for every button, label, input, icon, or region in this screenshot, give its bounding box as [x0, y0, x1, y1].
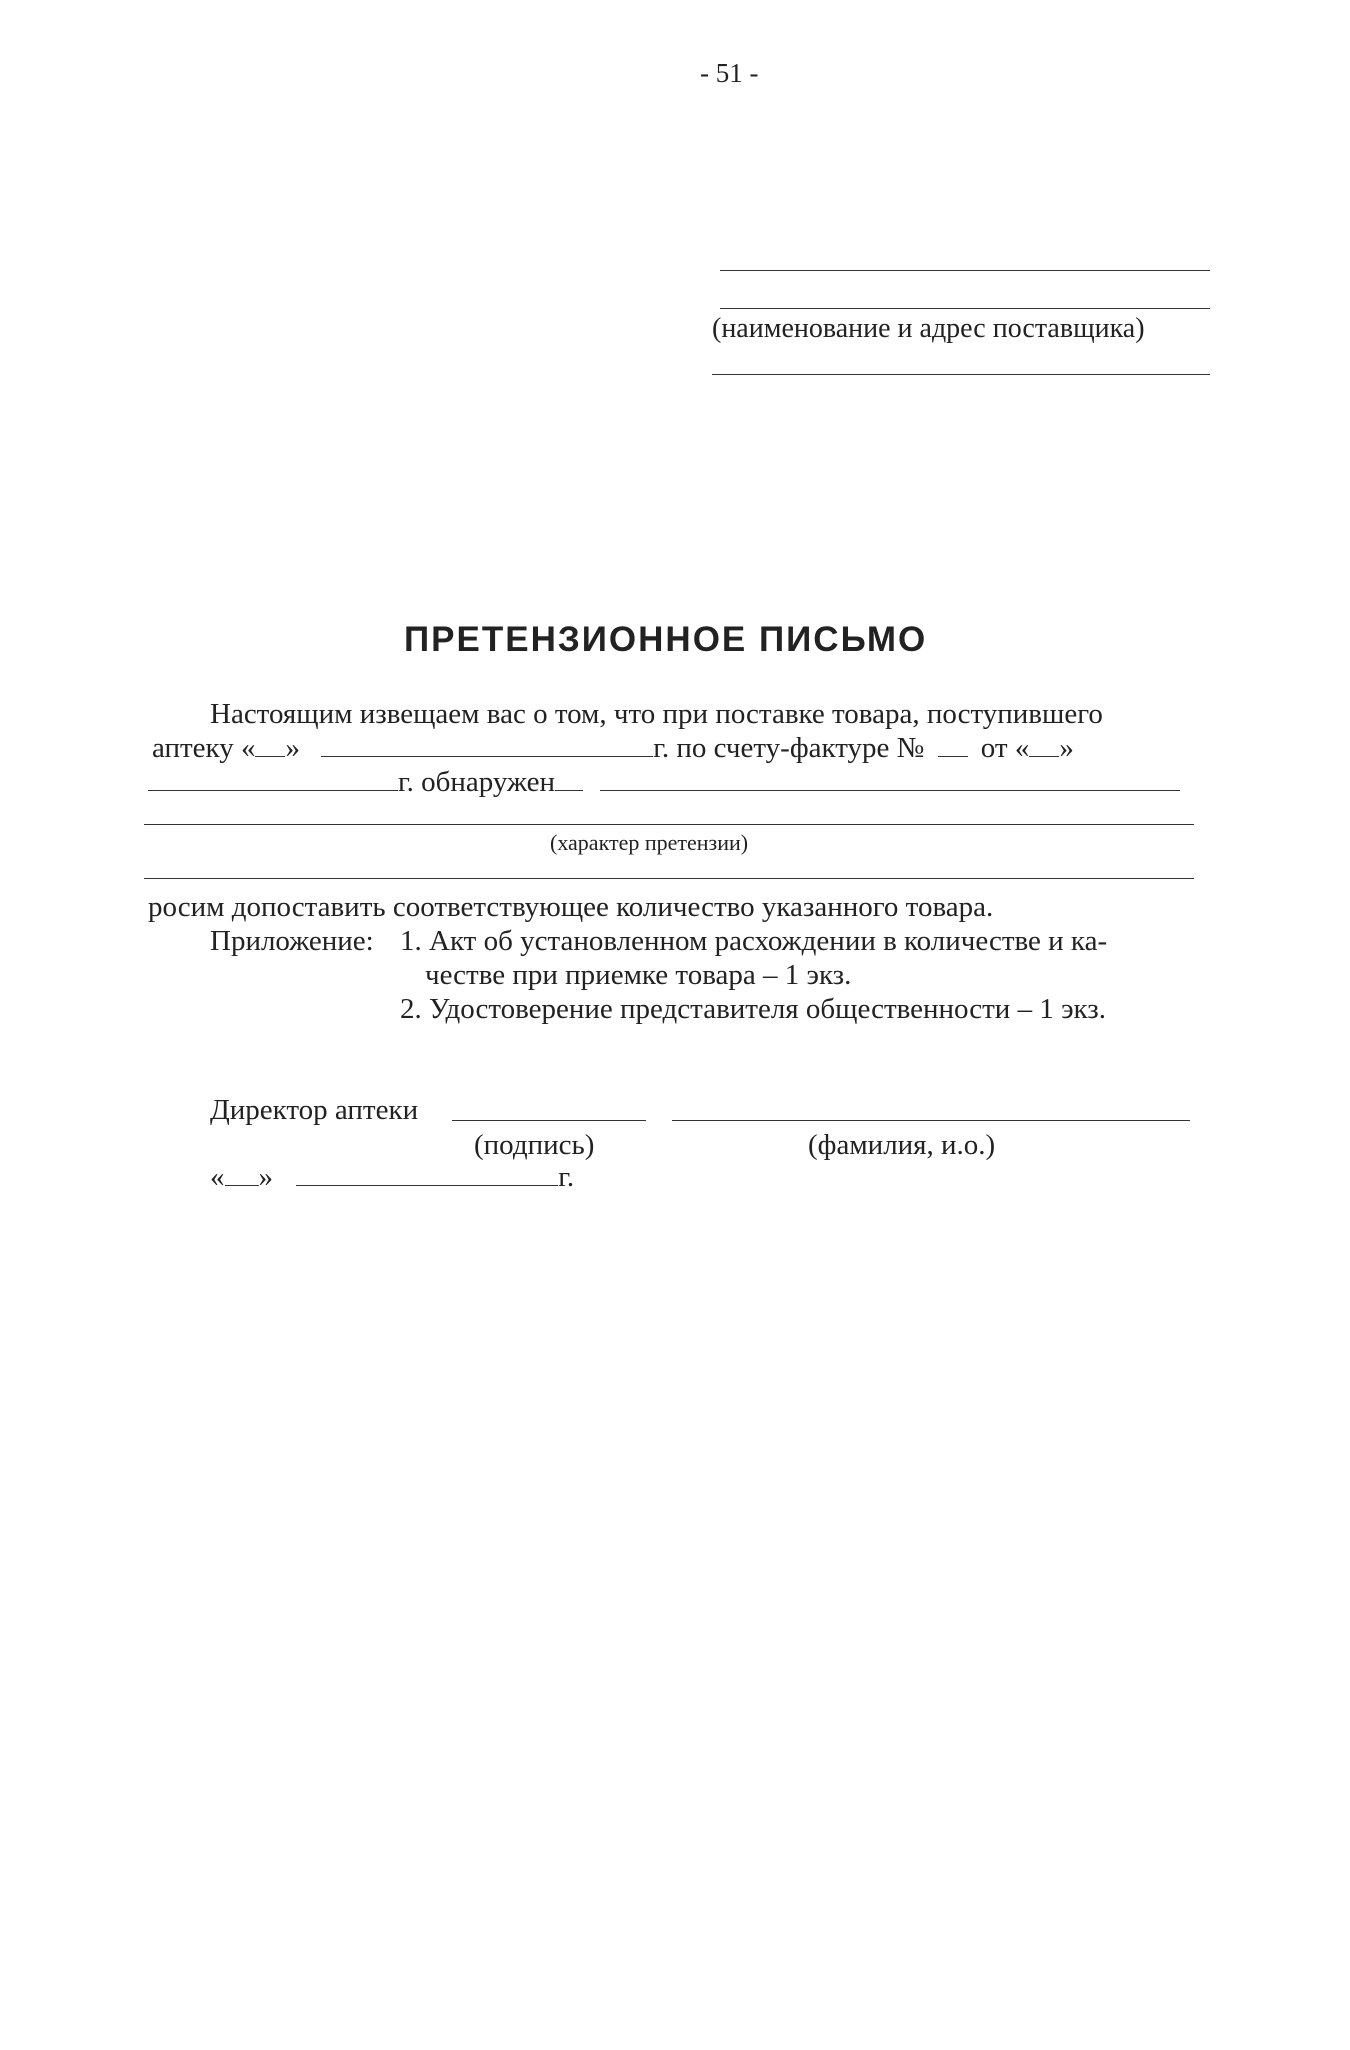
day-blank	[255, 734, 285, 757]
supplier-line-3	[712, 374, 1210, 375]
supplier-line-1	[720, 270, 1210, 271]
name-caption: (фамилия, и.о.)	[808, 1129, 996, 1161]
date-month-blank	[296, 1163, 558, 1186]
claim-line-3	[144, 878, 1194, 879]
invoice-day-blank	[1029, 734, 1059, 757]
letter-title: ПРЕТЕНЗИОННОЕ ПИСЬМО	[404, 620, 928, 659]
date-open-quote: «	[210, 1161, 225, 1193]
letter-line-2	[152, 731, 1074, 765]
appendix-item-2: 2. Удостоверение представителя общественности – 1 экз.	[400, 993, 1106, 1025]
signature-caption: (подпись)	[474, 1129, 595, 1161]
claim-caption: (характер претензии)	[550, 830, 749, 855]
director-label: Директор аптеки	[210, 1094, 419, 1126]
letter-line-1: Настоящим извещаем вас о том, что при поставке товара, поступившего	[210, 698, 1103, 730]
appendix-item-1a: 1. Акт об установленном расхождении в количестве и ка-	[400, 925, 1108, 957]
date-day-blank	[225, 1163, 259, 1186]
appendix-label: Приложение:	[210, 925, 374, 957]
name-line	[672, 1120, 1190, 1121]
supplier-line-2	[720, 308, 1210, 309]
claim-blank-1	[600, 768, 1180, 791]
claim-line-2	[144, 824, 1194, 825]
invoice-date-blank	[148, 768, 398, 791]
page-number: - 51 -	[700, 58, 759, 88]
found-blank	[555, 768, 583, 791]
month-blank	[321, 734, 653, 757]
line2-part-a: аптеку «	[152, 732, 256, 764]
supplier-caption: (наименование и адрес поставщика)	[712, 313, 1145, 344]
line2-part-c: г. по счету-фактуре №	[653, 732, 925, 764]
date-close-quote: »	[258, 1161, 273, 1193]
line2-part-e: »	[1059, 732, 1074, 764]
invoice-number-blank	[938, 734, 968, 757]
date-line	[210, 1160, 574, 1194]
line2-part-b: »	[285, 732, 300, 764]
line2-part-d: от «	[980, 732, 1030, 764]
appendix-item-1b: честве при приемке товара – 1 экз.	[425, 959, 852, 991]
request-text: росим допоставить соответствующее количество указанного товара.	[148, 891, 994, 923]
signature-line	[452, 1120, 646, 1121]
date-year-suffix: г.	[558, 1161, 575, 1193]
letter-line-3	[148, 765, 1180, 799]
line3-part-a: г. обнаружен	[398, 766, 556, 798]
